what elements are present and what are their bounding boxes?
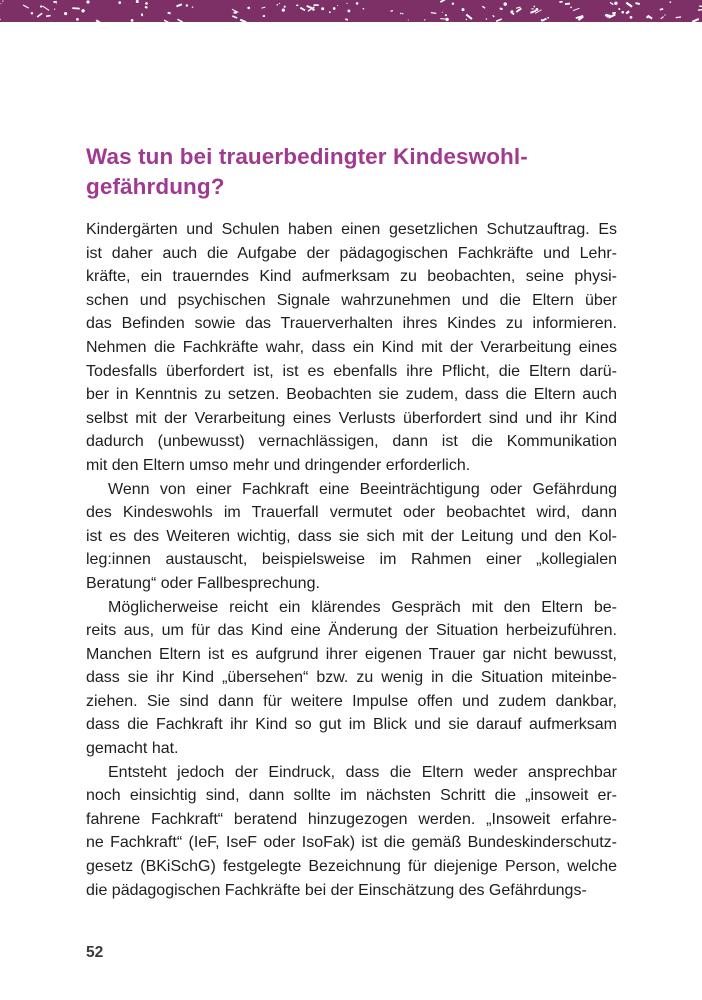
page-content xyxy=(86,142,617,902)
text-line: kräfte, ein trauerndes Kind aufmerksam zu beobachten, seine physi- xyxy=(86,268,617,286)
text-line: Todesfalls überfordert ist, ist es ebenfalls ihre Pflicht, die Eltern darü- xyxy=(86,362,617,380)
text-line: Wenn von einer Fachkraft eine Beeinträchtigung oder Gefährdung xyxy=(108,480,617,498)
text-line: des Kindeswohls im Trauerfall vermutet oder beobachtet wird, dann xyxy=(86,504,617,522)
page-title xyxy=(86,142,617,202)
text-line: dadurch (unbewusst) vernachlässigen, dann ist die Kommunikation xyxy=(86,433,617,451)
paragraph xyxy=(86,596,617,761)
page-title-line-1: Was tun bei trauerbedingter Kindeswohl- xyxy=(86,144,528,169)
text-line: schen und psychischen Signale wahrzunehmen und die Eltern über xyxy=(86,291,617,309)
text-line: noch einsichtig sind, dann sollte im nächsten Schritt die „insoweit er- xyxy=(86,787,617,805)
text-line: Manchen Eltern ist es aufgrund ihrer eigenen Trauer gar nicht bewusst, xyxy=(86,645,617,663)
text-line: das Befinden sowie das Trauerverhalten ihres Kindes zu informieren. xyxy=(86,315,617,333)
text-line: ist es des Weiteren wichtig, dass sie sich mit der Leitung und den Kol- xyxy=(86,527,617,545)
page-number: 52 xyxy=(86,944,104,961)
body-text xyxy=(86,218,617,902)
paragraph xyxy=(86,761,617,903)
paragraph xyxy=(86,478,617,596)
text-line: Beratung“ oder Fallbesprechung. xyxy=(86,574,320,592)
text-line: Möglicherweise reicht ein klärendes Gespräch mit den Eltern be- xyxy=(108,598,617,616)
text-line: die pädagogischen Fachkräfte bei der Einschätzung des Gefährdungs- xyxy=(86,881,587,899)
text-line: Entsteht jedoch der Eindruck, dass die Eltern weder ansprechbar xyxy=(108,763,617,781)
text-line: reits aus, um für das Kind eine Änderung der Situation herbeizuführen. xyxy=(86,622,617,640)
text-line: ziehen. Sie sind dann für weitere Impulse offen und zudem dankbar, xyxy=(86,692,617,710)
decorative-band xyxy=(0,0,702,22)
text-line: dass sie ihr Kind „übersehen“ bzw. zu wenig in die Situation miteinbe- xyxy=(86,669,617,687)
text-line: fahrene Fachkraft“ beratend hinzugezogen werden. „Insoweit erfahre- xyxy=(86,810,617,828)
text-line: mit den Eltern umso mehr und dringender erforderlich. xyxy=(86,456,471,474)
text-line: ne Fachkraft“ (IeF, IseF oder IsoFak) ist die gemäß Bundeskinderschutz- xyxy=(86,834,617,852)
text-line: dass die Fachkraft ihr Kind so gut im Blick und sie darauf aufmerksam xyxy=(86,716,617,734)
text-line: Kindergärten und Schulen haben einen gesetzlichen Schutzauftrag. Es xyxy=(86,221,617,238)
text-line: gemacht hat. xyxy=(86,740,179,758)
page-title-line-2: gefährdung? xyxy=(86,174,225,199)
text-line: ber in Kenntnis zu setzen. Beobachten sie zudem, dass die Eltern auch xyxy=(86,386,617,404)
text-line: gesetz (BKiSchG) festgelegte Bezeichnung für diejenige Person, welche xyxy=(86,858,617,876)
text-line: selbst mit der Verarbeitung eines Verlusts überfordert sind und ihr Kind xyxy=(86,409,617,427)
text-line: leg:innen austauscht, beispielsweise im Rahmen einer „kollegialen xyxy=(86,551,617,569)
paragraph xyxy=(86,218,617,478)
text-line: Nehmen die Fachkräfte wahr, dass ein Kind mit der Verarbeitung eines xyxy=(86,338,617,356)
text-line: ist daher auch die Aufgabe der pädagogischen Fachkräfte und Lehr- xyxy=(86,244,617,262)
